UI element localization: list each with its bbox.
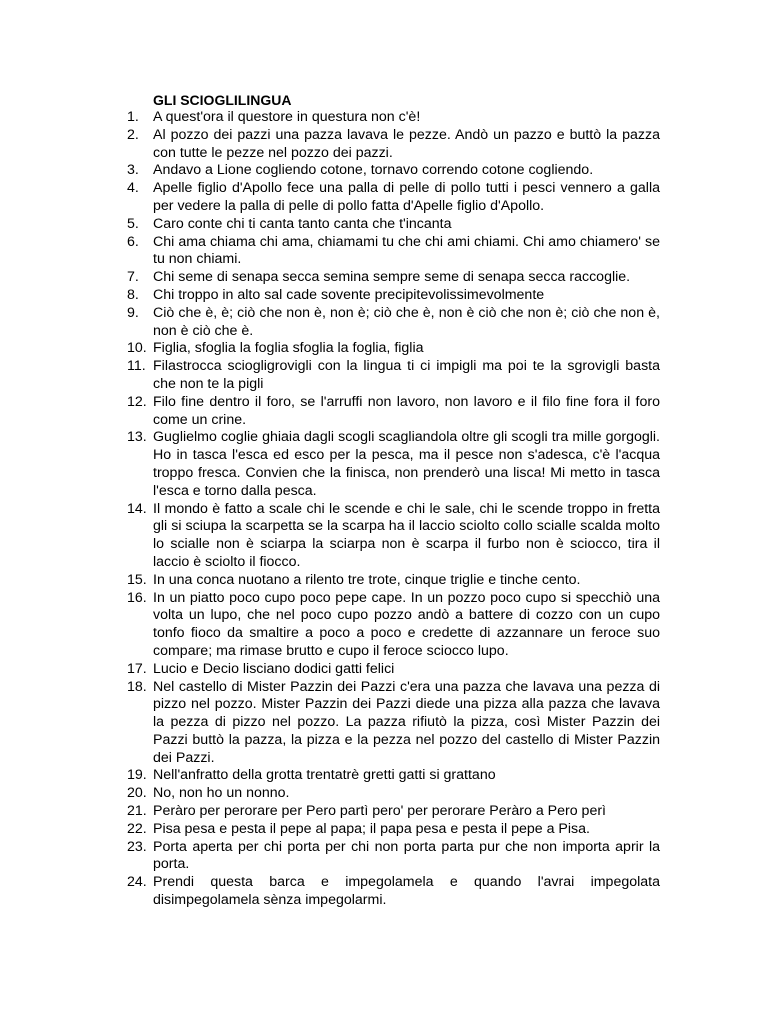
list-item-text: Nel castello di Mister Pazzin dei Pazzi c'era una pazza che lavava una pezza di pizzo nel pozzo. Mister Pazzin dei Pazzi diede una pizza alla pazza che lavava la pezza di pizzo nel pozzo. La pazza rifiutò la pizza, così Mister Pazzin dei Pazzi buttò la pazza, la pizza e la pezza nel pozzo del castello di Mister Pazzin dei Pazzi. <box>153 678 660 766</box>
list-item-number: 1. <box>127 109 139 125</box>
list-item <box>127 216 660 234</box>
list-item-text: No, non ho un nonno. <box>153 785 290 802</box>
list-item <box>127 501 660 572</box>
list-item-number: 9. <box>127 304 139 321</box>
list-item-number: 23. <box>127 838 147 855</box>
list-item-number: 2. <box>127 126 139 143</box>
list-item-text: Chi troppo in alto sal cade sovente precipitevolissimevolmente <box>153 286 545 303</box>
list-item <box>127 180 660 216</box>
list-item-number: 24. <box>127 874 147 891</box>
list-item-number: 22. <box>127 820 147 837</box>
list-item-number: 7. <box>127 269 139 286</box>
list-item <box>127 127 660 163</box>
list-item-number: 6. <box>127 233 139 250</box>
list-item <box>127 340 660 358</box>
list-item <box>127 234 660 270</box>
list-item <box>127 661 660 679</box>
list-item-number: 8. <box>127 286 139 303</box>
list-item-number: 12. <box>127 393 147 410</box>
list-item-number: 11. <box>127 358 146 375</box>
list-item-number: 10. <box>127 340 147 357</box>
list-item <box>127 767 660 785</box>
list-item <box>127 679 660 768</box>
list-item-number: 5. <box>127 215 139 232</box>
list-item-text: Chi ama chiama chi ama, chiamami tu che chi ami chiami. Chi amo chiamero' se tu non chiami. <box>153 233 660 268</box>
list-item <box>127 572 660 590</box>
list-item <box>127 358 660 394</box>
list-item <box>127 394 660 430</box>
list-item <box>127 590 660 661</box>
list-item-text: Andavo a Lione cogliendo cotone, tornavo correndo cotone cogliendo. <box>153 162 594 179</box>
list-item-text: Pisa pesa e pesta il pepe al papa; il papa pesa e pesta il pepe a Pisa. <box>153 820 590 837</box>
document-title: GLI SCIOGLILINGUA <box>153 92 292 108</box>
list-item-text: Porta aperta per chi porta per chi non porta parta pur che non importa aprir la porta. <box>153 838 660 873</box>
list-item-number: 21. <box>127 803 147 820</box>
list-item-text: Nell'anfratto della grotta trentatrè gretti gatti si grattano <box>153 767 496 784</box>
list-item <box>127 305 660 341</box>
list-item-number: 4. <box>127 180 139 197</box>
list-item-text: Ciò che è, è; ciò che non è, non è; ciò che è, non è ciò che non è; ciò che non è, non è ciò che è. <box>153 304 660 339</box>
list-item-number: 20. <box>127 785 147 802</box>
list-item-text: Filastrocca sciogligrovigli con la lingua ti ci impigli ma poi te la sgrovigli basta che non te la pigli <box>153 358 660 392</box>
list-item-number: 17. <box>127 660 147 677</box>
list-item <box>127 109 660 127</box>
tongue-twister-list <box>127 109 660 910</box>
list-item-text: Il mondo è fatto a scale chi le scende e chi le sale, chi le scende troppo in fretta gli si sciupa la scarpetta se la scarpa ha il laccio sciolto collo scialle scalda molto lo scialle non è sciarpa la sciarpa non è scarpa il furbo non è sciocco, tira il laccio è sciolto il fiocco. <box>153 500 660 570</box>
list-item-text: Filo fine dentro il foro, se l'arruffi non lavoro, non lavoro e il filo fine fora il foro come un crine. <box>153 393 660 428</box>
list-item-text: Lucio e Decio lisciano dodici gatti felici <box>153 660 395 677</box>
list-item <box>127 162 660 180</box>
list-item <box>127 429 660 500</box>
list-item-number: 3. <box>127 162 139 179</box>
list-item-text: Peràro per perorare per Pero partì pero' per perorare Peràro a Pero perì <box>153 803 607 820</box>
list-item-number: 15. <box>127 571 147 588</box>
list-item <box>127 803 660 821</box>
list-item-number: 18. <box>127 678 147 695</box>
list-item-text: Prendi questa barca e impegolamela e quando l'avrai impegolata disimpegolamela sènza impegolarmi. <box>153 874 660 909</box>
list-item-text: Apelle figlio d'Apollo fece una palla di pelle di pollo tutti i pesci vennero a galla per vedere la palla di pelle di pollo fatta d'Apelle figlio d'Apollo. <box>153 180 660 214</box>
list-item <box>127 287 660 305</box>
list-item <box>127 821 660 839</box>
list-item-text: Guglielmo coglie ghiaia dagli scogli scagliandola oltre gli scogli tra mille gorgogli. Ho in tasca l'esca ed esco per la pesca, ma il pesce non s'adesca, c'è l'acqua troppo fresca. Convien che la finisca, non prenderò una lisca! Mi metto in tasca l'esca e torno dalla pesca. <box>153 429 660 499</box>
list-item-text: Caro conte chi ti canta tanto canta che t'incanta <box>153 215 452 232</box>
list-item <box>127 839 660 875</box>
list-item-number: 14. <box>127 500 147 517</box>
list-item-text: In una conca nuotano a rilento tre trote, cinque triglie e tinche cento. <box>153 571 581 588</box>
list-item <box>127 785 660 803</box>
list-item-text: A quest'ora il questore in questura non c'è! <box>153 109 421 125</box>
list-item-number: 19. <box>127 767 147 784</box>
list-item-text: Al pozzo dei pazzi una pazza lavava le pezze. Andò un pazzo e buttò la pazza con tutte le pezze nel pozzo dei pazzi. <box>153 126 660 161</box>
list-item-text: In un piatto poco cupo poco pepe cape. In un pozzo poco cupo si specchiò una volta un lupo, che nel poco cupo pozzo andò a battere di cozzo con un cupo tonfo fioco da smaltire a poco a poco e credette di azzannare un feroce suo compare; ma rimase brutto e cupo il feroce sciocco lupo. <box>153 589 660 659</box>
list-item-text: Chi seme di senapa secca semina sempre seme di senapa secca raccoglie. <box>153 269 631 286</box>
list-item-number: 13. <box>127 429 147 446</box>
list-item <box>127 269 660 287</box>
list-item-number: 16. <box>127 589 147 606</box>
list-item-text: Figlia, sfoglia la foglia sfoglia la foglia, figlia <box>153 340 424 357</box>
list-item <box>127 874 660 910</box>
